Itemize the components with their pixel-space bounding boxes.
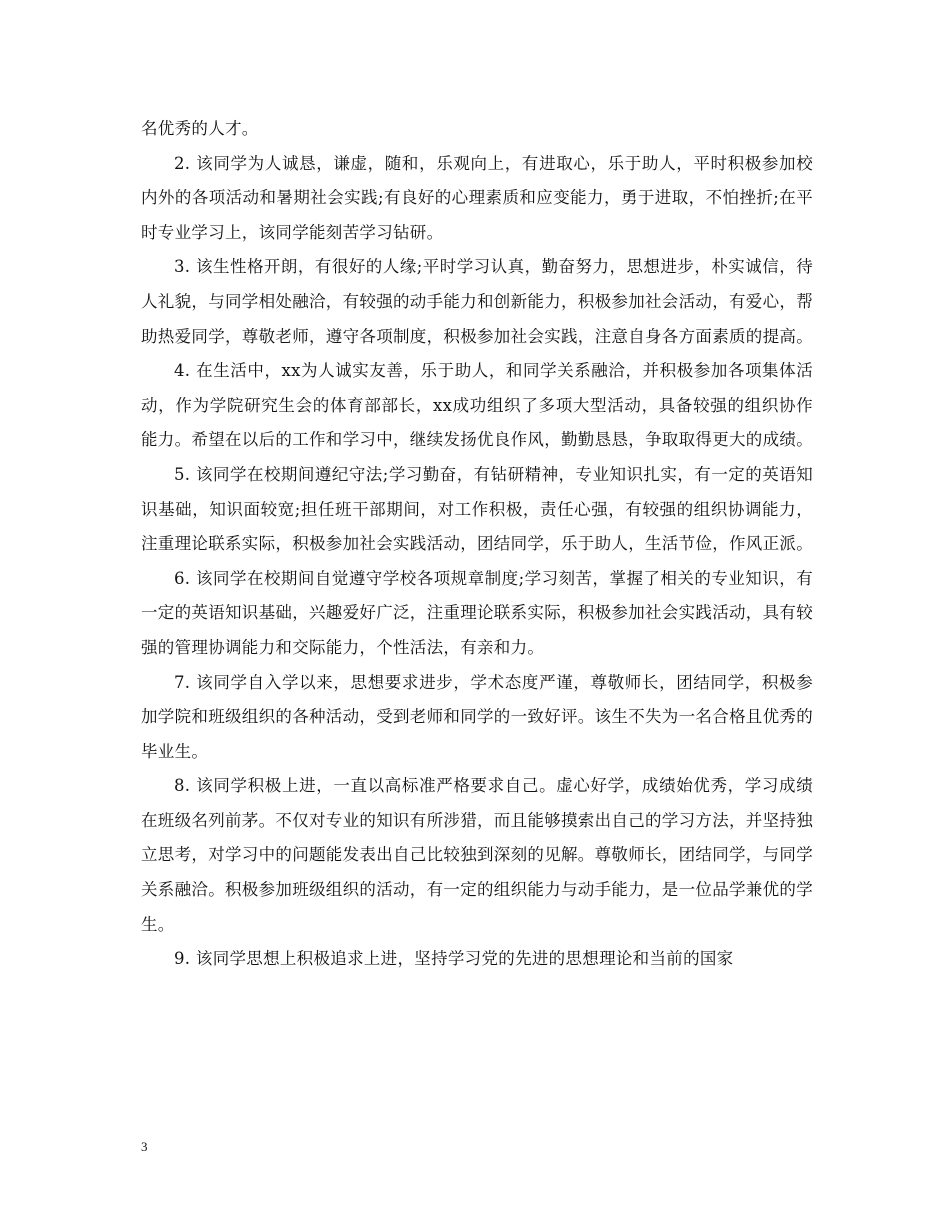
paragraph-item-2: 2. 该同学为人诚恳，谦虚，随和，乐观向上，有进取心，乐于助人，平时积极参加校内外的各项活动和暑期社会实践;有良好的心理素质和应变能力，勇于进取，不怕挫折;在平时专业学习上，该同学能刻苦学习钻研。 <box>141 153 813 242</box>
paragraph-item-7: 7. 该同学自入学以来，思想要求进步，学术态度严谨，尊敬师长，团结同学，积极参加学院和班级组织的各种活动，受到老师和同学的一致好评。该生不失为一名合格且优秀的毕业生。 <box>141 672 813 761</box>
paragraph-item-6: 6. 该同学在校期间自觉遵守学校各项规章制度;学习刻苦，掌握了相关的专业知识，有一定的英语知识基础，兴趣爱好广泛，注重理论联系实际，积极参加社会实践活动，具有较强的管理协调能力和交际能力，个性活法，有亲和力。 <box>141 568 813 657</box>
paragraph-item-8: 8. 该同学积极上进，一直以高标准严格要求自己。虚心好学，成绩始优秀，学习成绩在班级名列前茅。不仅对专业的知识有所涉猎，而且能够摸索出自己的学习方法，并坚持独立思考，对学习中的问题能发表出自己比较独到深刻的见解。尊敬师长，团结同学，与同学关系融洽。积极参加班级组织的活动，有一定的组织能力与动手能力，是一位品学兼优的学生。 <box>141 776 813 934</box>
page-number: 3 <box>141 1139 148 1154</box>
paragraph-item-4: 4. 在生活中，xx为人诚实友善，乐于助人，和同学关系融洽，并积极参加各项集体活动，作为学院研究生会的体育部部长，xx成功组织了多项大型活动，具备较强的组织协作能力。希望在以后的工作和学习中，继续发扬优良作风，勤勤恳恳，争取取得更大的成绩。 <box>141 361 813 450</box>
paragraph-item-9: 9. 该同学思想上积极追求上进，坚持学习党的先进的思想理论和当前的国家 <box>174 949 734 969</box>
paragraph-item-3: 3. 该生性格开朗，有很好的人缘;平时学习认真，勤奋努力，思想进步，朴实诚信，待人礼貌，与同学相处融洽，有较强的动手能力和创新能力，积极参加社会活动，有爱心，帮助热爱同学，尊敬老师，遵守各项制度，积极参加社会实践，注意自身各方面素质的提高。 <box>141 257 813 346</box>
paragraph-item-5: 5. 该同学在校期间遵纪守法;学习勤奋，有钻研精神，专业知识扎实，有一定的英语知识基础，知识面较宽;担任班干部期间，对工作积极，责任心强，有较强的组织协调能力，注重理论联系实际，积极参加社会实践活动，团结同学，乐于助人，生活节俭，作风正派。 <box>141 464 813 554</box>
document-body <box>141 112 813 977</box>
paragraph-continuation: 名优秀的人才。 <box>141 119 259 138</box>
